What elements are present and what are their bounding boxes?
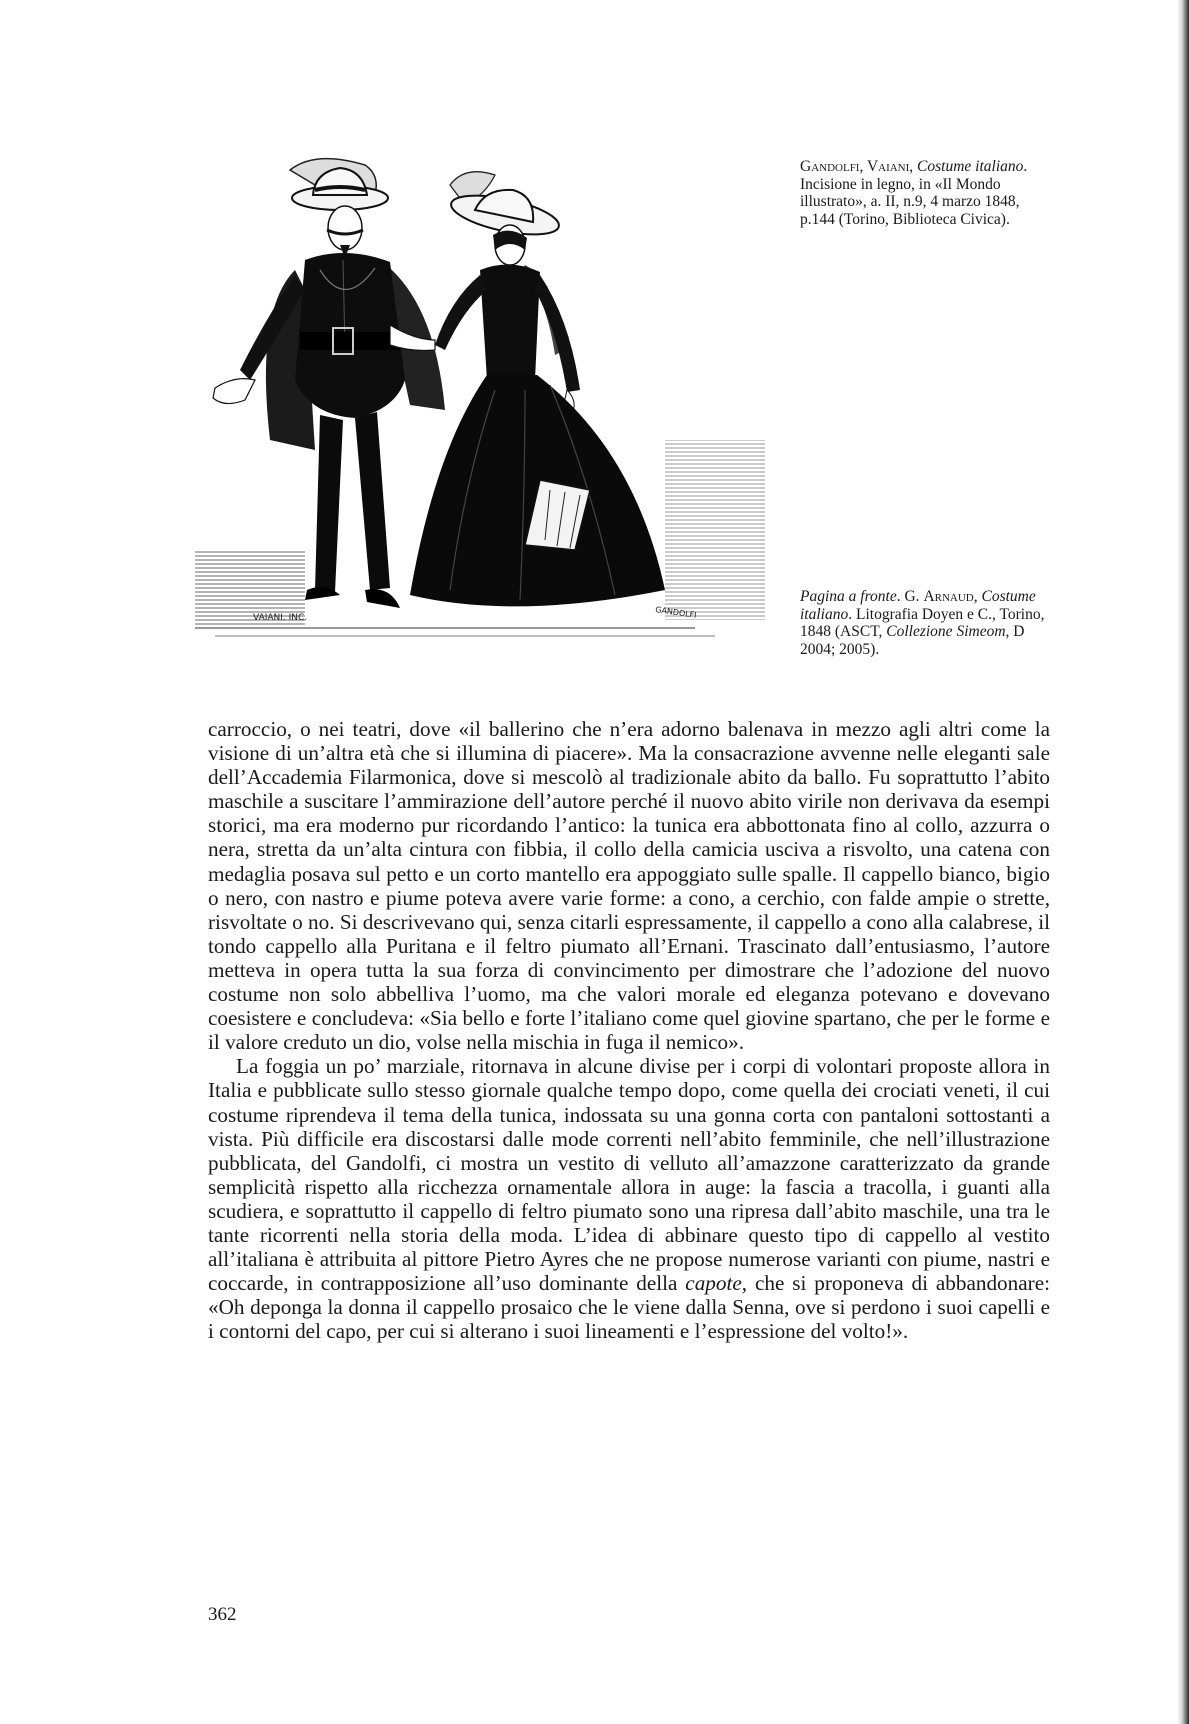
body-text bbox=[208, 717, 1050, 1343]
caption-tail: , D 2004; 2005). bbox=[800, 623, 1025, 658]
paragraph-2-text-b: , che si proponeva di abbandonare: «Oh deponga la donna il cappello prosaico che le viene dalla Senna, ove si perdono i suoi capelli e i contorni del capo, per cui si alterano i suoi lineamenti e l’espressione del volto!». bbox=[208, 1271, 1050, 1344]
paragraph-2-text-a: La foggia un po’ marziale, ritornava in alcune divise per i corpi di volontari proposte allora in Italia e pubblicate sullo stesso giornale qualche tempo dopo, come quella dei crociati veneti, il cui costume riprendeva il tema della tunica, indossata su una gonna corta con pantaloni sottostanti a vista. Più difficile era discostarsi dalle mode correnti nell’abito femminile, che nell’illustrazione pubblicata, del Gandolfi, ci mostra un vestito di velluto all’amazzone caratterizzato da grande semplicità rispetto alla ricchezza ornamentale allora in auge: la fascia a tracolla, i guanti alla scudiera, e soprattutto il cappello di feltro piumato sono una ripresa dall’abito maschile, una tra le tante ricorrenti nella storia della moda. L’idea di abbinare questo tipo di cappello al vestito all’italiana è attribuita al pittore Pietro Ayres che ne propose numerose varianti con piume, nastri e coccarde, in contrapposizione all’uso dominante della bbox=[208, 1054, 1050, 1296]
caption-lead: Pagina a fronte bbox=[800, 588, 897, 605]
caption-collection: Collezione Simeom bbox=[886, 623, 1006, 640]
page-edge-shadow bbox=[1177, 0, 1189, 1724]
engraving-illustration bbox=[195, 150, 770, 690]
caption-title: Costume italiano bbox=[800, 588, 1036, 623]
paragraph-1: carroccio, o nei teatri, dove «il ballerino che n’era adorno balenava in mezzo agli altri come la visione di un’altra età che si illumina di piacere». Ma la consacrazione avvenne nelle eleganti sale dell’Accademia Filarmonica, dove si mescolò al tradizionale abito da ballo. Fu soprattutto l’abito maschile a suscitare l’ammirazione dell’autore perché il nuovo abito virile non derivava da esempi storici, ma era moderno pur ricordando l’antico: la tunica era abbottonata fino al collo, azzurra o nera, stretta da un’alta cintura con fibbia, il collo della camicia usciva a risvolto, una catena con medaglia posava sul petto e un corto mantello era appoggiato sulle spalle. Il cappello bianco, bigio o nero, con nastro e piume poteva avere varie forme: a cono, a cerchio, con falde ampie o strette, risvoltate o no. Si descrivevano qui, senza citarli espressamente, il cappello a cono alla calabrese, il tondo cappello alla Puritana e il feltro piumato all’Ernani. Trascinato dall’entusiasmo, l’autore metteva in opera tutta la sua forza di convincimento per dimostrare che l’adozione del nuovo costume non solo abbelliva l’uomo, ma che valori morale ed eleganza potevano e dovevano coesistere e concludeva: «Sia bello e forte l’italiano come quel giovine spartano, che per le forme e il valore creduto un dio, volse nella mischia in fuga il nemico». bbox=[208, 717, 1050, 1055]
paragraph-2-italic-term: capote bbox=[685, 1271, 742, 1296]
caption-author: Arnaud bbox=[923, 588, 974, 605]
engraver-signature: VAIANI. INC. bbox=[253, 613, 308, 623]
artist-signature: GANDOLFI bbox=[654, 605, 698, 620]
figure-caption-bottom bbox=[800, 588, 1048, 658]
caption-sep: . G. bbox=[896, 588, 924, 605]
caption-details: . Litografia Doyen e C., Torino, 1848 (ASCT, bbox=[800, 605, 1045, 640]
woman-figure bbox=[410, 172, 665, 607]
caption-comma: , bbox=[973, 588, 982, 605]
caption-title: Costume italiano bbox=[917, 158, 1024, 175]
page-number: 362 bbox=[208, 1604, 237, 1625]
caption-details: . Incisione in legno, in «Il Mondo illustrato», a. II, n.9, 4 marzo 1848, p.144 (Torino, Biblioteca Civica). bbox=[800, 158, 1028, 228]
man-figure bbox=[213, 159, 445, 608]
caption-authors: Gandolfi, Vaiani, bbox=[800, 158, 914, 175]
figure-caption-top bbox=[800, 158, 1048, 228]
paragraph-2 bbox=[208, 1054, 1050, 1343]
